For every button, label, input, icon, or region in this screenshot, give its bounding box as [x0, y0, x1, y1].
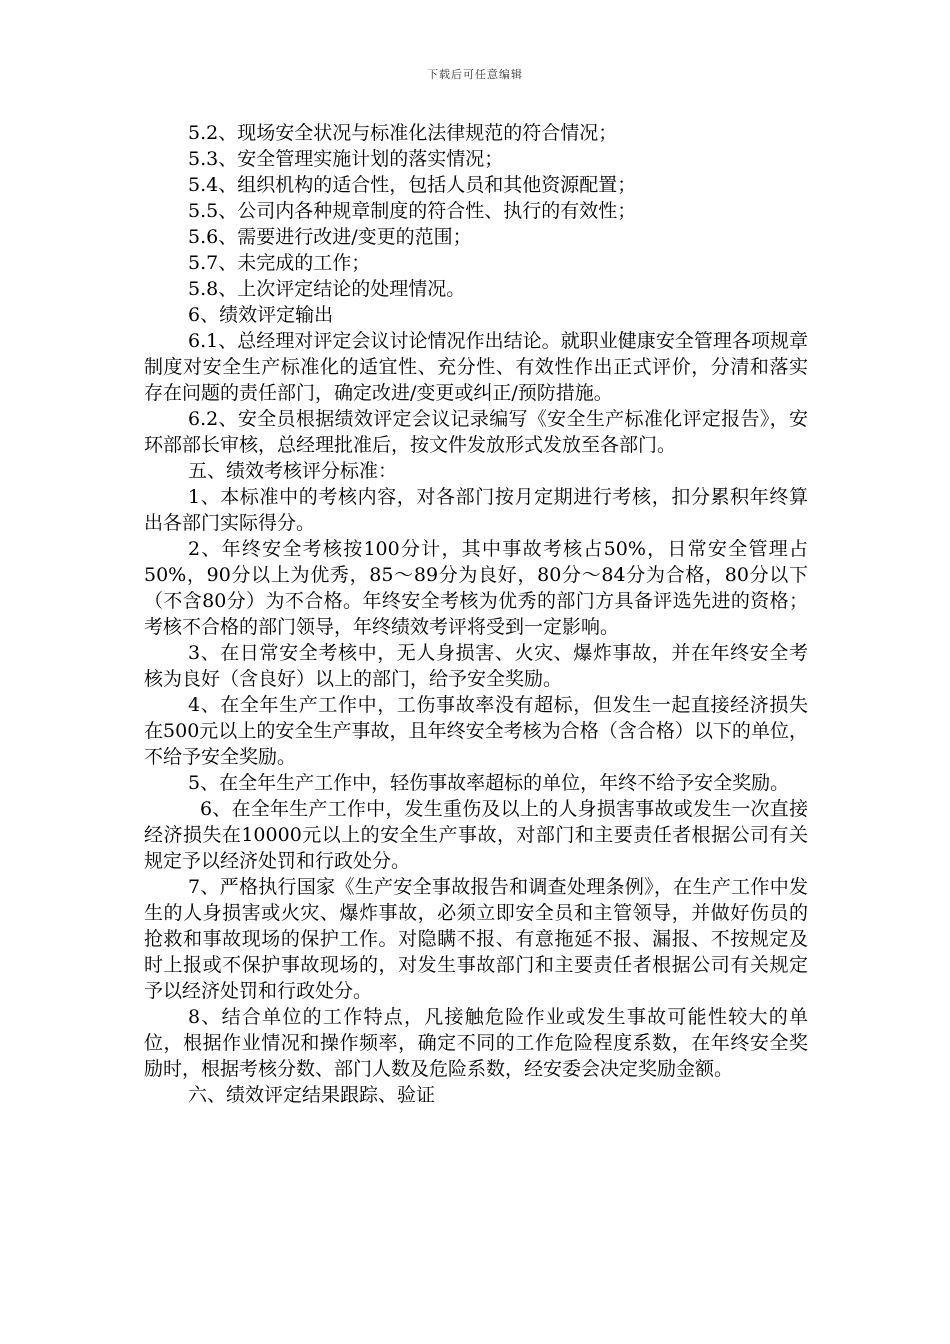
paragraph-5-7: 5.7、未完成的工作；: [188, 252, 371, 274]
paragraph-5-6: 5.6、需要进行改进/变更的范围；: [188, 226, 472, 248]
header-note: 下载后可任意编辑: [427, 68, 523, 81]
section-heading-five: 五、绩效考核评分标准：: [188, 460, 398, 482]
criteria-item-6: 6、在全年生产工作中，发生重伤及以上的人身损害事故或发生一次直接经济损失在10000元以上的安全生产事故，对部门和主要责任者根据公司有关规定予以经济处罚和行政处分。: [144, 798, 808, 872]
document-body: [144, 120, 808, 1108]
paragraph-5-5: 5.5、公司内各种规章制度的符合性、执行的有效性；: [188, 200, 637, 222]
criteria-item-8: 8、结合单位的工作特点，凡接触危险作业或发生事故可能性较大的单位，根据作业情况和操作频率，确定不同的工作危险程度系数，在年终安全奖励时，根据考核分数、部门人数及危险系数，经安委会决定奖励金额。: [144, 1006, 808, 1080]
paragraph-6-1: 6.1、总经理对评定会议讨论情况作出结论。就职业健康安全管理各项规章制度对安全生产标准化的适宜性、充分性、有效性作出正式评价，分清和落实存在问题的责任部门，确定改进/变更或纠正/预防措施。: [144, 330, 808, 404]
section-heading-6: 6、绩效评定输出: [188, 304, 334, 326]
criteria-item-3: 3、在日常安全考核中，无人身损害、火灾、爆炸事故，并在年终安全考核为良好（含良好）以上的部门，给予安全奖励。: [144, 642, 808, 690]
paragraph-5-3: 5.3、安全管理实施计划的落实情况；: [188, 148, 504, 170]
criteria-item-5: 5、在全年生产工作中，轻伤事故率超标的单位，年终不给予安全奖励。: [188, 772, 790, 794]
paragraph-5-2: 5.2、现场安全状况与标准化法律规范的符合情况；: [188, 122, 618, 144]
section-heading-six: 六、绩效评定结果跟踪、验证: [188, 1084, 436, 1106]
paragraph-5-4: 5.4、组织机构的适合性，包括人员和其他资源配置；: [188, 174, 637, 196]
paragraph-6-2: 6.2、安全员根据绩效评定会议记录编写《安全生产标准化评定报告》，安环部部长审核，总经理批准后，按文件发放形式发放至各部门。: [144, 408, 808, 456]
criteria-item-2: 2、年终安全考核按100分计，其中事故考核占50%，日常安全管理占50%，90分以上为优秀，85～89分为良好，80分～84分为合格，80分以下（不含80分）为不合格。年终安全考核为优秀的部门方具备评选先进的资格；考核不合格的部门领导，年终绩效考评将受到一定影响。: [144, 538, 808, 638]
paragraph-5-8: 5.8、上次评定结论的处理情况。: [188, 278, 466, 300]
criteria-item-7: 7、严格执行国家《生产安全事故报告和调查处理条例》，在生产工作中发生的人身损害或火灾、爆炸事故，必须立即安全员和主管领导，并做好伤员的抢救和事故现场的保护工作。对隐瞒不报、有意拖延不报、漏报、不按规定及时上报或不保护事故现场的，对发生事故部门和主要责任者根据公司有关规定予以经济处罚和行政处分。: [144, 876, 808, 1002]
criteria-item-1: 1、本标准中的考核内容，对各部门按月定期进行考核，扣分累积年终算出各部门实际得分。: [144, 486, 808, 534]
criteria-item-4: 4、在全年生产工作中，工伤事故率没有超标，但发生一起直接经济损失在500元以上的安全生产事故，且年终安全考核为合格（含合格）以下的单位，不给予安全奖励。: [144, 694, 808, 768]
